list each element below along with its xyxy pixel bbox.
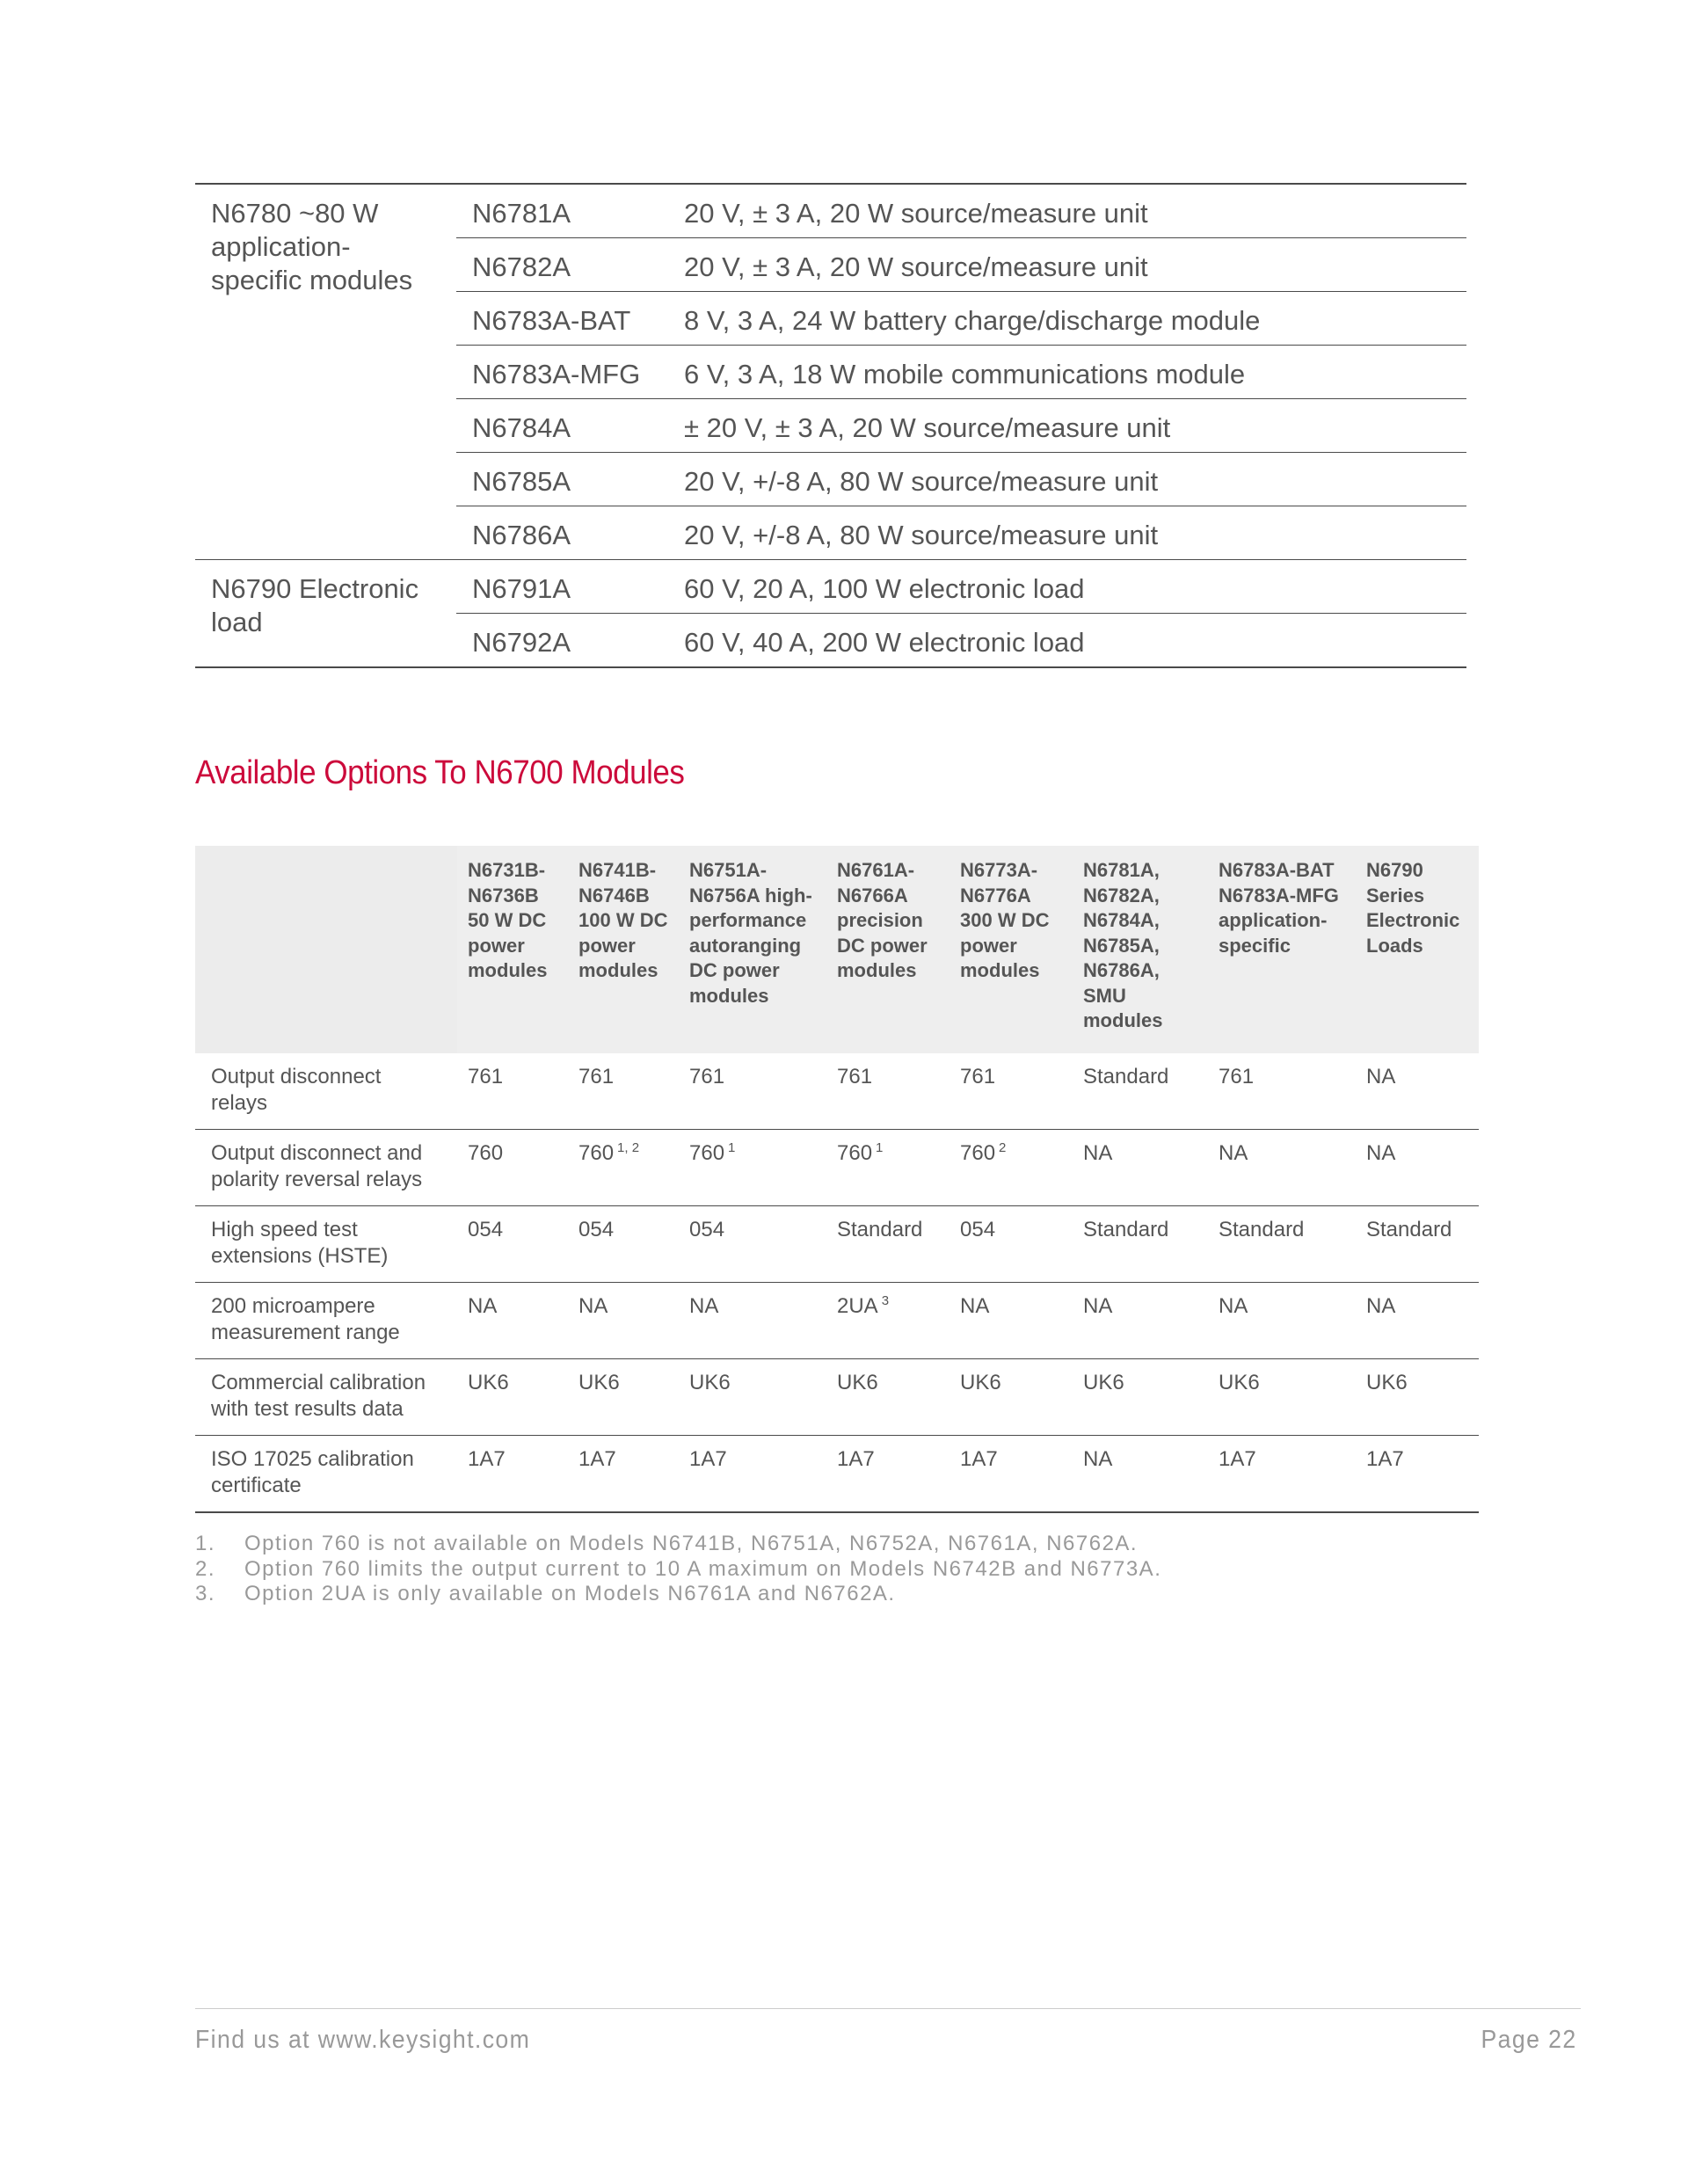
option-value: 761 <box>468 1064 504 1088</box>
option-value-cell <box>457 1205 568 1282</box>
models-table-body <box>195 184 1466 667</box>
option-label-cell: ISO 17025 calibration certificate <box>195 1435 457 1512</box>
option-value: 054 <box>578 1217 615 1241</box>
option-value-cell <box>1356 1435 1479 1512</box>
options-table-body <box>195 1053 1479 1512</box>
option-value: NA <box>1219 1140 1248 1165</box>
option-value: 1A7 <box>468 1446 506 1471</box>
option-value-cell <box>826 1282 950 1358</box>
option-value: NA <box>468 1293 498 1318</box>
options-header-row <box>195 846 1479 1053</box>
section-title: Available Options To N6700 Modules <box>195 754 685 791</box>
option-value: 760 <box>960 1140 996 1165</box>
model-description-cell: 6 V, 3 A, 18 W mobile communications module <box>668 346 1466 399</box>
option-value-cell <box>679 1053 826 1130</box>
option-value-cell <box>1073 1205 1208 1282</box>
option-value: 761 <box>1219 1064 1255 1088</box>
footnote-reference: 1 <box>728 1139 736 1155</box>
option-row <box>195 1282 1479 1358</box>
option-value-cell <box>1208 1358 1356 1435</box>
column-header: N6781A, N6782A, N6784A, N6785A, N6786A, SMU modules <box>1073 846 1208 1053</box>
option-value-cell <box>950 1129 1073 1205</box>
option-value: NA <box>1366 1064 1396 1088</box>
footnote <box>195 1557 1161 1583</box>
footnote-reference: 1, 2 <box>617 1139 640 1155</box>
model-description-cell: 60 V, 40 A, 200 W electronic load <box>668 614 1466 668</box>
option-value-cell <box>1073 1053 1208 1130</box>
footnote-number: 3. <box>195 1582 216 1605</box>
model-number-cell: N6785A <box>456 453 668 506</box>
option-value-cell <box>1356 1129 1479 1205</box>
option-value: Standard <box>1366 1217 1452 1241</box>
column-header: N6783A-BAT N6783A-MFG application-specific <box>1208 846 1356 1053</box>
option-value-cell <box>950 1053 1073 1130</box>
option-value-cell <box>1356 1053 1479 1130</box>
option-value-cell <box>568 1358 679 1435</box>
option-value: UK6 <box>1366 1370 1408 1394</box>
column-header: N6790 Series Electronic Loads <box>1356 846 1479 1053</box>
option-label-cell: High speed test extensions (HSTE) <box>195 1205 457 1282</box>
option-value: 1A7 <box>1219 1446 1256 1471</box>
option-value-cell <box>679 1129 826 1205</box>
option-value-cell <box>679 1358 826 1435</box>
option-value-cell <box>1073 1435 1208 1512</box>
option-value: NA <box>1083 1446 1113 1471</box>
option-value-cell <box>1073 1282 1208 1358</box>
option-value: NA <box>960 1293 990 1318</box>
option-value-cell <box>950 1282 1073 1358</box>
model-row <box>195 184 1466 238</box>
option-value-cell <box>1208 1053 1356 1130</box>
option-value-cell <box>826 1205 950 1282</box>
footnotes <box>195 1532 1161 1607</box>
option-value: UK6 <box>578 1370 620 1394</box>
option-value-cell <box>568 1435 679 1512</box>
option-label-cell: Commercial calibration with test results data <box>195 1358 457 1435</box>
option-value: UK6 <box>837 1370 878 1394</box>
option-value: UK6 <box>1219 1370 1260 1394</box>
option-value-cell <box>1208 1129 1356 1205</box>
model-description-cell: 60 V, 20 A, 100 W electronic load <box>668 560 1466 614</box>
option-value-cell <box>1073 1358 1208 1435</box>
option-label-cell: Output disconnect and polarity reversal relays <box>195 1129 457 1205</box>
option-row <box>195 1358 1479 1435</box>
option-row <box>195 1053 1479 1130</box>
option-value: 761 <box>578 1064 615 1088</box>
model-description-cell: 20 V, +/-8 A, 80 W source/measure unit <box>668 506 1466 560</box>
option-value-cell <box>457 1129 568 1205</box>
model-family-cell: N6790 Electronic load <box>195 560 456 668</box>
option-value: UK6 <box>468 1370 509 1394</box>
option-value: 054 <box>960 1217 996 1241</box>
option-label-cell: 200 microampere measurement range <box>195 1282 457 1358</box>
option-value: UK6 <box>689 1370 731 1394</box>
option-value-cell <box>1208 1435 1356 1512</box>
option-value: 761 <box>837 1064 873 1088</box>
option-value: NA <box>1083 1293 1113 1318</box>
option-value-cell <box>1356 1282 1479 1358</box>
option-value-cell <box>950 1358 1073 1435</box>
option-row <box>195 1129 1479 1205</box>
option-value-cell <box>679 1282 826 1358</box>
column-header: N6773A-N6776A 300 W DC power modules <box>950 846 1073 1053</box>
footnote-text: Option 760 is not available on Models N6741B, N6751A, N6752A, N6761A, N6762A. <box>244 1532 1139 1555</box>
model-number-cell: N6784A <box>456 399 668 453</box>
option-value: 1A7 <box>837 1446 875 1471</box>
page-number: Page 22 <box>1481 2026 1577 2054</box>
option-value-cell <box>1356 1205 1479 1282</box>
model-description-cell: ± 20 V, ± 3 A, 20 W source/measure unit <box>668 399 1466 453</box>
model-number-cell: N6783A-MFG <box>456 346 668 399</box>
column-header: N6731B-N6736B 50 W DC power modules <box>457 846 568 1053</box>
options-table <box>195 846 1479 1513</box>
option-value: 760 <box>468 1140 504 1165</box>
model-number-cell: N6781A <box>472 198 571 229</box>
option-value-cell <box>568 1205 679 1282</box>
option-value: UK6 <box>960 1370 1001 1394</box>
option-value: 054 <box>689 1217 725 1241</box>
option-value-cell <box>826 1053 950 1130</box>
option-value-cell <box>457 1282 568 1358</box>
option-value: NA <box>689 1293 719 1318</box>
header-empty-cell <box>195 846 457 1053</box>
column-header: N6741B-N6746B 100 W DC power modules <box>568 846 679 1053</box>
option-value-cell <box>950 1205 1073 1282</box>
models-table <box>195 183 1466 668</box>
option-value-cell <box>679 1205 826 1282</box>
option-value: Standard <box>1083 1064 1169 1088</box>
option-value: 1A7 <box>689 1446 727 1471</box>
model-number-cell: N6791A <box>456 560 668 614</box>
footnote-text: Option 760 limits the output current to 10 A maximum on Models N6742B and N6773A. <box>244 1556 1162 1581</box>
model-number-cell: N6792A <box>456 614 668 668</box>
option-value-cell <box>568 1282 679 1358</box>
option-value-cell <box>457 1358 568 1435</box>
model-description-cell: 20 V, +/-8 A, 80 W source/measure unit <box>668 453 1466 506</box>
option-value-cell <box>457 1435 568 1512</box>
option-value: NA <box>578 1293 608 1318</box>
option-value: 2UA <box>837 1293 878 1318</box>
option-value: 054 <box>468 1217 504 1241</box>
option-value-cell <box>1073 1129 1208 1205</box>
footnote-reference: 3 <box>881 1292 890 1308</box>
model-number-cell: N6786A <box>456 506 668 560</box>
model-number-cell: N6782A <box>456 238 668 292</box>
option-row <box>195 1435 1479 1512</box>
option-value-cell <box>568 1129 679 1205</box>
footer-website: Find us at www.keysight.com <box>195 2026 531 2054</box>
option-value: NA <box>1366 1140 1396 1165</box>
option-value: 1A7 <box>960 1446 998 1471</box>
option-value-cell <box>1356 1358 1479 1435</box>
option-value: 760 <box>578 1140 615 1165</box>
option-value: UK6 <box>1083 1370 1124 1394</box>
column-header: N6761A-N6766A precision DC power modules <box>826 846 950 1053</box>
model-row <box>195 560 1466 614</box>
footnote-number: 1. <box>195 1532 216 1555</box>
option-value-cell <box>679 1435 826 1512</box>
option-value: 1A7 <box>1366 1446 1404 1471</box>
footnote <box>195 1532 1161 1557</box>
option-value: Standard <box>1219 1217 1305 1241</box>
model-description-cell: 20 V, ± 3 A, 20 W source/measure unit <box>668 238 1466 292</box>
model-family-cell: N6780 ~80 W application-specific modules <box>211 198 413 295</box>
option-value-cell <box>568 1053 679 1130</box>
option-value: NA <box>1083 1140 1113 1165</box>
option-row <box>195 1205 1479 1282</box>
option-value-cell <box>826 1358 950 1435</box>
model-number-cell: N6783A-BAT <box>456 292 668 346</box>
footer-divider <box>195 2008 1581 2009</box>
option-value: NA <box>1366 1293 1396 1318</box>
option-value: 760 <box>689 1140 725 1165</box>
option-value: 761 <box>960 1064 996 1088</box>
footnote-reference: 1 <box>876 1139 884 1155</box>
column-header: N6751A-N6756A high-performance autoranging DC power modules <box>679 846 826 1053</box>
option-value: 761 <box>689 1064 725 1088</box>
model-description-cell: 8 V, 3 A, 24 W battery charge/discharge module <box>668 292 1466 346</box>
option-value: Standard <box>837 1217 923 1241</box>
option-value-cell <box>826 1435 950 1512</box>
footnote-reference: 2 <box>999 1139 1007 1155</box>
footnote-number: 2. <box>195 1556 216 1581</box>
footnote-text: Option 2UA is only available on Models N6761A and N6762A. <box>244 1582 896 1605</box>
option-value: NA <box>1219 1293 1248 1318</box>
option-value: Standard <box>1083 1217 1169 1241</box>
model-description-cell: 20 V, ± 3 A, 20 W source/measure unit <box>684 198 1148 229</box>
option-value-cell <box>457 1053 568 1130</box>
option-value-cell <box>1208 1205 1356 1282</box>
option-value-cell <box>950 1435 1073 1512</box>
option-value-cell <box>1208 1282 1356 1358</box>
footnote <box>195 1582 1161 1607</box>
option-value: 1A7 <box>578 1446 616 1471</box>
option-label-cell: Output disconnect relays <box>211 1064 382 1115</box>
option-value-cell <box>826 1129 950 1205</box>
option-value: 760 <box>837 1140 873 1165</box>
options-table-header <box>195 846 1479 1053</box>
